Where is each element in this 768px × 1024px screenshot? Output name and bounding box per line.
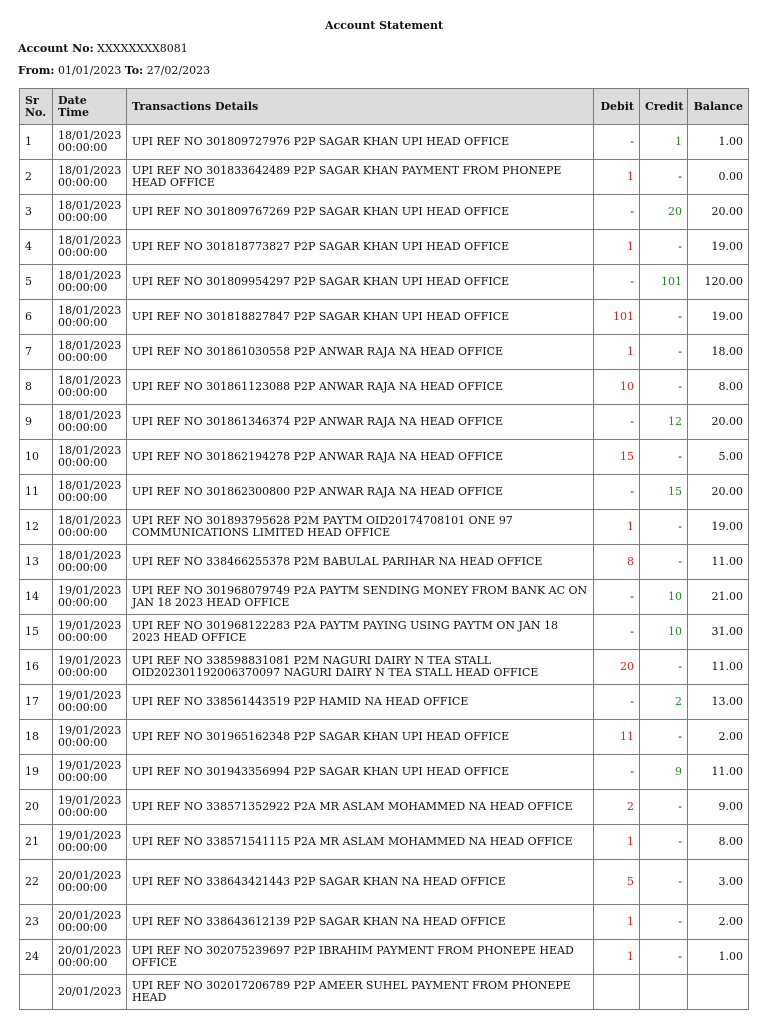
table-row	[20, 510, 749, 545]
cell-date-time: 19/01/2023 00:00:00	[53, 685, 127, 720]
cell-date-time: 18/01/2023 00:00:00	[53, 475, 127, 510]
cell-date-time: 19/01/2023 00:00:00	[53, 580, 127, 615]
cell-sr-no: 9	[20, 405, 53, 440]
cell-credit: -	[640, 860, 688, 905]
cell-transaction-details: UPI REF NO 301862300800 P2P ANWAR RAJA NA HEAD OFFICE	[127, 475, 594, 510]
table-row	[20, 905, 749, 940]
cell-transaction-details: UPI REF NO 301861346374 P2P ANWAR RAJA NA HEAD OFFICE	[127, 405, 594, 440]
cell-date-time: 19/01/2023 00:00:00	[53, 720, 127, 755]
cell-debit: -	[594, 580, 640, 615]
cell-credit: 101	[640, 265, 688, 300]
cell-date-time: 20/01/2023 00:00:00	[53, 940, 127, 975]
cell-debit: -	[594, 125, 640, 160]
cell-sr-no: 12	[20, 510, 53, 545]
cell-sr-no	[20, 975, 53, 1010]
cell-debit: 10	[594, 370, 640, 405]
cell-sr-no: 10	[20, 440, 53, 475]
cell-sr-no: 3	[20, 195, 53, 230]
cell-debit: 101	[594, 300, 640, 335]
table-row	[20, 125, 749, 160]
cell-transaction-details: UPI REF NO 301833642489 P2P SAGAR KHAN PAYMENT FROM PHONEPE HEAD OFFICE	[127, 160, 594, 195]
cell-credit: -	[640, 825, 688, 860]
cell-balance: 11.00	[688, 545, 749, 580]
cell-balance: 20.00	[688, 195, 749, 230]
cell-transaction-details: UPI REF NO 301861030558 P2P ANWAR RAJA NA HEAD OFFICE	[127, 335, 594, 370]
table-row	[20, 405, 749, 440]
page-title: Account Statement	[324, 19, 444, 32]
cell-debit: 1	[594, 510, 640, 545]
cell-sr-no: 11	[20, 475, 53, 510]
cell-transaction-details: UPI REF NO 338643421443 P2P SAGAR KHAN NA HEAD OFFICE	[127, 860, 594, 905]
cell-date-time: 18/01/2023 00:00:00	[53, 335, 127, 370]
cell-balance: 18.00	[688, 335, 749, 370]
cell-credit: 12	[640, 405, 688, 440]
cell-sr-no: 17	[20, 685, 53, 720]
cell-sr-no: 24	[20, 940, 53, 975]
cell-debit: -	[594, 475, 640, 510]
cell-balance: 20.00	[688, 475, 749, 510]
cell-transaction-details: UPI REF NO 338598831081 P2M NAGURI DAIRY N TEA STALL OID202301192006370097 NAGURI DAIRY N TEA STALL HEAD OFFICE	[127, 650, 594, 685]
cell-sr-no: 19	[20, 755, 53, 790]
cell-credit: -	[640, 720, 688, 755]
cell-transaction-details: UPI REF NO 302017206789 P2P AMEER SUHEL PAYMENT FROM PHONEPE HEAD	[127, 975, 594, 1010]
cell-sr-no: 14	[20, 580, 53, 615]
cell-balance: 21.00	[688, 580, 749, 615]
cell-transaction-details: UPI REF NO 301965162348 P2P SAGAR KHAN UPI HEAD OFFICE	[127, 720, 594, 755]
cell-debit: 20	[594, 650, 640, 685]
header-debit: Debit	[594, 89, 640, 125]
cell-transaction-details: UPI REF NO 301893795628 P2M PAYTM OID20174708101 ONE 97 COMMUNICATIONS LIMITED HEAD OFFICE	[127, 510, 594, 545]
table-row	[20, 650, 749, 685]
cell-sr-no: 6	[20, 300, 53, 335]
cell-debit: -	[594, 405, 640, 440]
cell-credit: -	[640, 160, 688, 195]
cell-date-time: 18/01/2023 00:00:00	[53, 160, 127, 195]
cell-debit: -	[594, 685, 640, 720]
cell-debit: 1	[594, 160, 640, 195]
table-row	[20, 335, 749, 370]
cell-debit: -	[594, 755, 640, 790]
account-number: XXXXXXXX8081	[97, 42, 188, 55]
cell-debit	[594, 975, 640, 1010]
cell-date-time: 18/01/2023 00:00:00	[53, 545, 127, 580]
cell-transaction-details: UPI REF NO 301818827847 P2P SAGAR KHAN UPI HEAD OFFICE	[127, 300, 594, 335]
cell-sr-no: 7	[20, 335, 53, 370]
cell-date-time: 18/01/2023 00:00:00	[53, 405, 127, 440]
cell-transaction-details: UPI REF NO 338561443519 P2P HAMID NA HEAD OFFICE	[127, 685, 594, 720]
cell-transaction-details: UPI REF NO 301968079749 P2A PAYTM SENDING MONEY FROM BANK AC ON JAN 18 2023 HEAD OFFICE	[127, 580, 594, 615]
cell-transaction-details: UPI REF NO 301968122283 P2A PAYTM PAYING USING PAYTM ON JAN 18 2023 HEAD OFFICE	[127, 615, 594, 650]
cell-credit: 1	[640, 125, 688, 160]
cell-date-time: 20/01/2023 00:00:00	[53, 860, 127, 905]
cell-credit: 10	[640, 580, 688, 615]
cell-debit: 8	[594, 545, 640, 580]
cell-debit: 1	[594, 940, 640, 975]
cell-transaction-details: UPI REF NO 301861123088 P2P ANWAR RAJA NA HEAD OFFICE	[127, 370, 594, 405]
cell-debit: 1	[594, 825, 640, 860]
cell-transaction-details: UPI REF NO 301809954297 P2P SAGAR KHAN UPI HEAD OFFICE	[127, 265, 594, 300]
cell-balance: 5.00	[688, 440, 749, 475]
table-header	[20, 89, 749, 125]
cell-balance: 2.00	[688, 905, 749, 940]
table-body	[20, 125, 749, 1010]
cell-sr-no: 16	[20, 650, 53, 685]
cell-credit: -	[640, 300, 688, 335]
table-row	[20, 940, 749, 975]
cell-credit: -	[640, 510, 688, 545]
table-row	[20, 615, 749, 650]
table-row	[20, 580, 749, 615]
cell-transaction-details: UPI REF NO 301809727976 P2P SAGAR KHAN UPI HEAD OFFICE	[127, 125, 594, 160]
cell-sr-no: 22	[20, 860, 53, 905]
cell-transaction-details: UPI REF NO 338466255378 P2M BABULAL PARIHAR NA HEAD OFFICE	[127, 545, 594, 580]
cell-transaction-details: UPI REF NO 338643612139 P2P SAGAR KHAN NA HEAD OFFICE	[127, 905, 594, 940]
cell-debit: 1	[594, 335, 640, 370]
table-row	[20, 370, 749, 405]
cell-sr-no: 4	[20, 230, 53, 265]
cell-balance: 120.00	[688, 265, 749, 300]
cell-debit: 15	[594, 440, 640, 475]
cell-sr-no: 8	[20, 370, 53, 405]
transactions-table	[19, 88, 749, 1010]
cell-credit: -	[640, 545, 688, 580]
cell-date-time: 19/01/2023 00:00:00	[53, 755, 127, 790]
cell-credit: -	[640, 335, 688, 370]
cell-credit	[640, 975, 688, 1010]
cell-date-time: 19/01/2023 00:00:00	[53, 825, 127, 860]
header-credit: Credit	[640, 89, 688, 125]
cell-credit: -	[640, 790, 688, 825]
cell-credit: 20	[640, 195, 688, 230]
cell-sr-no: 13	[20, 545, 53, 580]
cell-sr-no: 1	[20, 125, 53, 160]
cell-debit: 5	[594, 860, 640, 905]
cell-date-time: 18/01/2023 00:00:00	[53, 370, 127, 405]
cell-balance: 0.00	[688, 160, 749, 195]
cell-debit: -	[594, 615, 640, 650]
cell-date-time: 18/01/2023 00:00:00	[53, 195, 127, 230]
cell-balance: 31.00	[688, 615, 749, 650]
table-row	[20, 160, 749, 195]
cell-balance: 20.00	[688, 405, 749, 440]
from-date: 01/01/2023	[57, 64, 122, 77]
account-label: Account No:	[18, 42, 94, 55]
cell-balance: 11.00	[688, 755, 749, 790]
cell-date-time: 18/01/2023 00:00:00	[53, 510, 127, 545]
cell-transaction-details: UPI REF NO 302075239697 P2P IBRAHIM PAYMENT FROM PHONEPE HEAD OFFICE	[127, 940, 594, 975]
account-number-line	[18, 42, 188, 55]
table-row	[20, 790, 749, 825]
table-row	[20, 685, 749, 720]
cell-transaction-details: UPI REF NO 301862194278 P2P ANWAR RAJA NA HEAD OFFICE	[127, 440, 594, 475]
cell-credit: -	[640, 230, 688, 265]
cell-balance: 8.00	[688, 370, 749, 405]
table-row	[20, 440, 749, 475]
cell-debit: 1	[594, 905, 640, 940]
cell-credit: -	[640, 650, 688, 685]
cell-balance: 19.00	[688, 510, 749, 545]
cell-transaction-details: UPI REF NO 338571352922 P2A MR ASLAM MOHAMMED NA HEAD OFFICE	[127, 790, 594, 825]
header-row	[20, 89, 749, 125]
table-row	[20, 755, 749, 790]
table-row	[20, 195, 749, 230]
table-row	[20, 975, 749, 1010]
table-row	[20, 475, 749, 510]
date-range-line	[18, 64, 210, 77]
cell-balance: 19.00	[688, 300, 749, 335]
cell-transaction-details: UPI REF NO 301943356994 P2P SAGAR KHAN UPI HEAD OFFICE	[127, 755, 594, 790]
cell-date-time: 19/01/2023 00:00:00	[53, 650, 127, 685]
cell-balance: 19.00	[688, 230, 749, 265]
cell-debit: 1	[594, 230, 640, 265]
cell-sr-no: 23	[20, 905, 53, 940]
cell-balance: 2.00	[688, 720, 749, 755]
cell-credit: -	[640, 370, 688, 405]
table-row	[20, 720, 749, 755]
cell-date-time: 18/01/2023 00:00:00	[53, 440, 127, 475]
cell-transaction-details: UPI REF NO 338571541115 P2A MR ASLAM MOHAMMED NA HEAD OFFICE	[127, 825, 594, 860]
cell-credit: -	[640, 905, 688, 940]
cell-transaction-details: UPI REF NO 301809767269 P2P SAGAR KHAN UPI HEAD OFFICE	[127, 195, 594, 230]
cell-credit: 2	[640, 685, 688, 720]
cell-credit: 10	[640, 615, 688, 650]
to-date: 27/02/2023	[146, 64, 211, 77]
table-row	[20, 265, 749, 300]
header-sr-no: Sr No.	[20, 89, 53, 125]
header-date-time: Date Time	[53, 89, 127, 125]
cell-debit: 2	[594, 790, 640, 825]
header-balance: Balance	[688, 89, 749, 125]
cell-balance: 9.00	[688, 790, 749, 825]
cell-date-time: 20/01/2023 00:00:00	[53, 905, 127, 940]
cell-balance: 13.00	[688, 685, 749, 720]
cell-balance: 8.00	[688, 825, 749, 860]
cell-date-time: 18/01/2023 00:00:00	[53, 265, 127, 300]
cell-credit: 9	[640, 755, 688, 790]
cell-balance: 11.00	[688, 650, 749, 685]
cell-date-time: 18/01/2023 00:00:00	[53, 125, 127, 160]
header-transaction-details: Transactions Details	[127, 89, 594, 125]
cell-sr-no: 21	[20, 825, 53, 860]
cell-debit: 11	[594, 720, 640, 755]
cell-sr-no: 15	[20, 615, 53, 650]
cell-sr-no: 5	[20, 265, 53, 300]
table-row	[20, 230, 749, 265]
cell-balance: 3.00	[688, 860, 749, 905]
cell-date-time: 20/01/2023	[53, 975, 127, 1010]
table-row	[20, 545, 749, 580]
table-row	[20, 825, 749, 860]
cell-debit: -	[594, 265, 640, 300]
table-row	[20, 300, 749, 335]
cell-credit: -	[640, 940, 688, 975]
to-label: To:	[124, 64, 144, 77]
cell-date-time: 18/01/2023 00:00:00	[53, 230, 127, 265]
cell-credit: 15	[640, 475, 688, 510]
from-label: From:	[18, 64, 55, 77]
cell-balance: 1.00	[688, 125, 749, 160]
cell-transaction-details: UPI REF NO 301818773827 P2P SAGAR KHAN UPI HEAD OFFICE	[127, 230, 594, 265]
cell-debit: -	[594, 195, 640, 230]
cell-date-time: 19/01/2023 00:00:00	[53, 790, 127, 825]
cell-balance	[688, 975, 749, 1010]
cell-date-time: 18/01/2023 00:00:00	[53, 300, 127, 335]
cell-balance: 1.00	[688, 940, 749, 975]
cell-credit: -	[640, 440, 688, 475]
cell-sr-no: 18	[20, 720, 53, 755]
cell-date-time: 19/01/2023 00:00:00	[53, 615, 127, 650]
table-row	[20, 860, 749, 905]
cell-sr-no: 2	[20, 160, 53, 195]
cell-sr-no: 20	[20, 790, 53, 825]
